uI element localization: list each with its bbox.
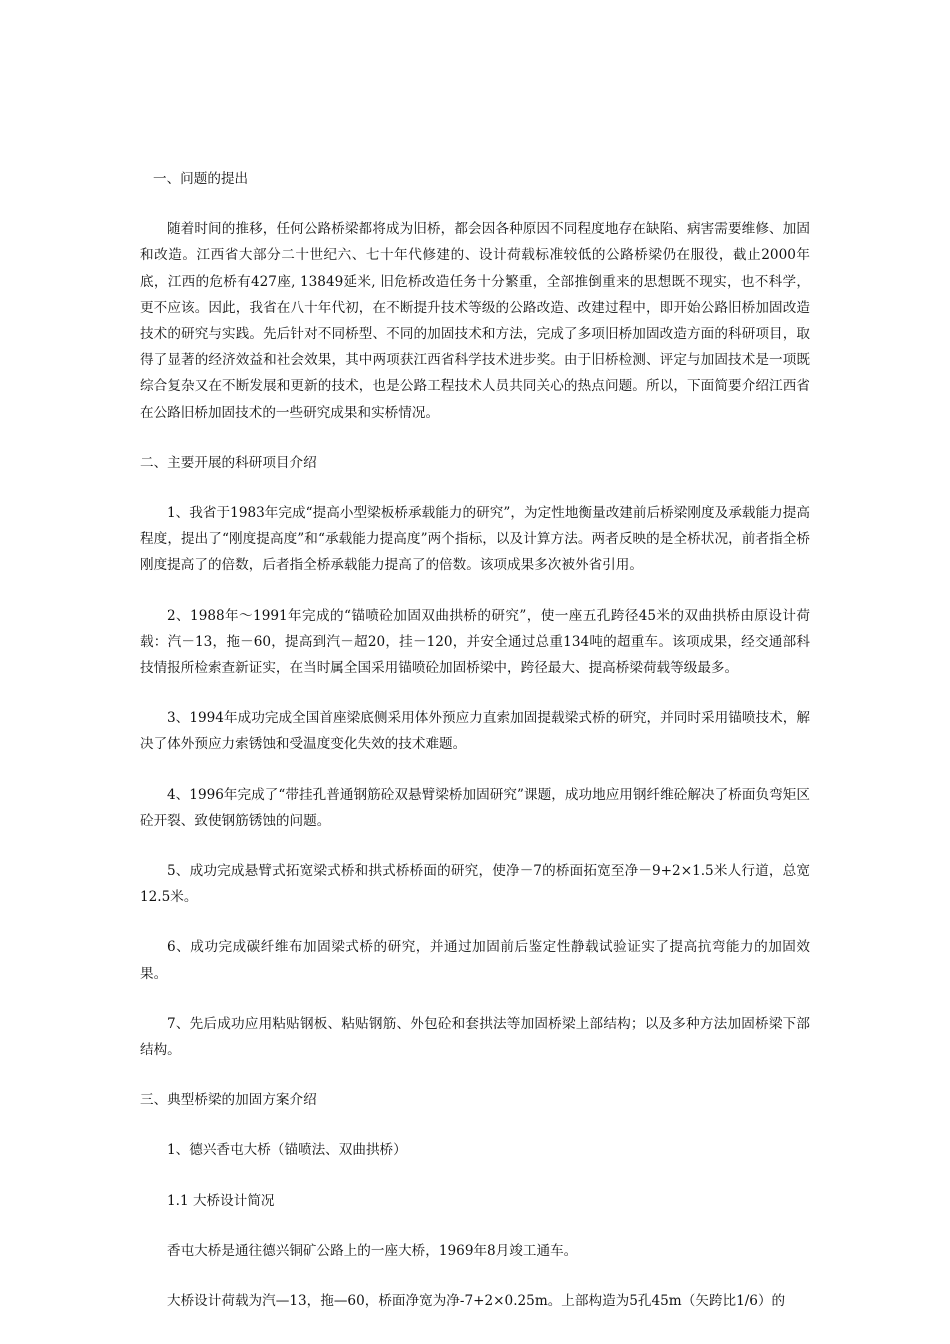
research-item-6: 6、成功完成碳纤维布加固梁式桥的研究，并通过加固前后鉴定性静载试验证实了提高抗弯能力的加固效果。 bbox=[140, 939, 810, 982]
document-page bbox=[140, 166, 810, 1314]
bridge-design-paragraph: 大桥设计荷载为汽—13，拖—60，桥面净宽为净-7+2×0.25m。上部构造为5孔45m（矢跨比1/6）的 bbox=[167, 1293, 786, 1310]
research-item-2: 2、1988年～1991年完成的“锚喷砼加固双曲拱桥的研究”，使一座五孔跨径45米的双曲拱桥由原设计荷载：汽－13，拖－60，提高到汽－超20，挂－120，并安全通过总重134吨的超重车。该项成果，经交通部科技情报所检索查新证实，在当时属全国采用锚喷砼加固桥梁中，跨径最大、提高桥梁荷载等级最多。 bbox=[140, 607, 810, 677]
section-3-heading: 三、典型桥梁的加固方案介绍 bbox=[140, 1092, 317, 1109]
section-1-heading: 一、问题的提出 bbox=[153, 171, 249, 187]
section-2-heading: 二、主要开展的科研项目介绍 bbox=[140, 454, 317, 471]
research-item-7: 7、先后成功应用粘贴钢板、粘贴钢筋、外包砼和套拱法等加固桥梁上部结构；以及多种方法加固桥梁下部结构。 bbox=[140, 1015, 810, 1059]
research-item-4: 4、1996年完成了“带挂孔普通钢筋砼双悬臂梁桥加固研究”课题，成功地应用钢纤维砼解决了桥面负弯矩区砼开裂、致使钢筋锈蚀的问题。 bbox=[140, 786, 810, 829]
subsection-1-heading: 1、德兴香屯大桥（锚喷法、双曲拱桥） bbox=[167, 1142, 407, 1159]
subsection-1-1-heading: 1.1 大桥设计简况 bbox=[167, 1192, 275, 1209]
research-item-1: 1、我省于1983年完成“提高小型梁板桥承载能力的研究”，为定性地衡量改建前后桥梁刚度及承载能力提高程度，提出了“刚度提高度”和“承载能力提高度”两个指标，以及计算方法。两者反映的是全桥状况，前者指全桥刚度提高了的倍数，后者指全桥承载能力提高了的倍数。该项成果多次被外省引用。 bbox=[140, 505, 810, 574]
research-item-3: 3、1994年成功完成全国首座梁底侧采用体外预应力直索加固提载梁式桥的研究，并同时采用锚喷技术，解决了体外预应力索锈蚀和受温度变化失效的技术难题。 bbox=[140, 710, 810, 753]
section-1-paragraph: 随着时间的推移，任何公路桥梁都将成为旧桥，都会因各种原因不同程度地存在缺陷、病害需要维修、加固和改造。江西省大部分二十世纪六、七十年代修建的、设计荷载标准较低的公路桥梁仍在服役，截止2000年底，江西的危桥有427座, 13849延米, 旧危桥改造任务十分繁重，全部推倒重来的思想既不现实，也不科学，更不应该。因此，我省在八十年代初，在不断提升技术等级的公路改造、改建过程中，即开始公路旧桥加固改造技术的研究与实践。先后针对不同桥型、不同的加固技术和方法，完成了多项旧桥加固改造方面的科研项目，取得了显著的经济效益和社会效果，其中两项获江西省科学技术进步奖。由于旧桥检测、评定与加固技术是一项既综合复杂又在不断发展和更新的技术，也是公路工程技术人员共同关心的热点问题。所以，下面简要介绍江西省在公路旧桥加固技术的一些研究成果和实桥情况。 bbox=[140, 221, 810, 421]
research-item-5: 5、成功完成悬臂式拓宽梁式桥和拱式桥桥面的研究，使净－7的桥面拓宽至净－9+2×1.5米人行道，总宽12.5米。 bbox=[140, 863, 810, 906]
bridge-intro-paragraph: 香屯大桥是通往德兴铜矿公路上的一座大桥，1969年8月竣工通车。 bbox=[167, 1242, 578, 1259]
